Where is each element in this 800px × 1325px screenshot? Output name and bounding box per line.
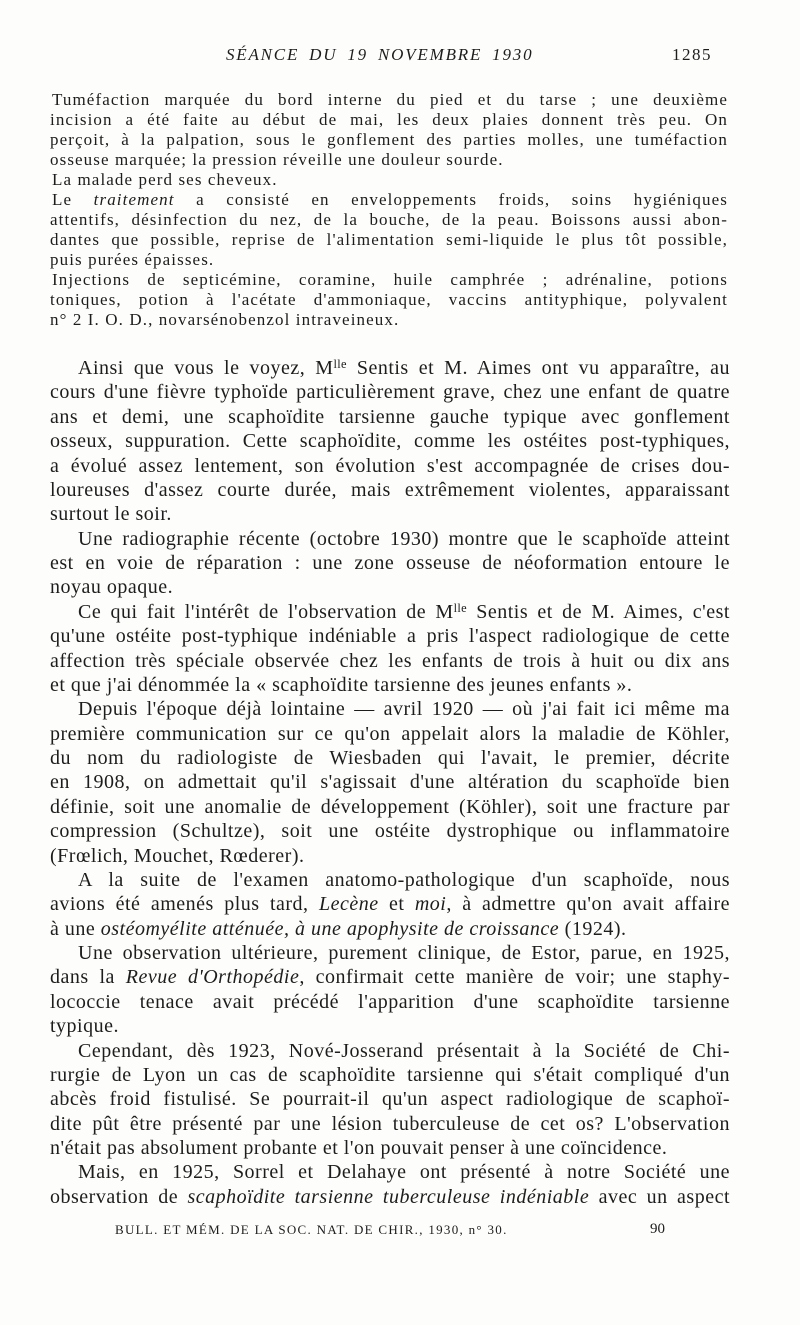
italic-text: ostéomyélite atténuée, à une apophysite de croissance <box>100 917 560 940</box>
discussion-paragraph <box>50 868 730 941</box>
case-report-paragraph <box>50 170 728 190</box>
text-line: Cependant, dès 1923, Nové-Josserand présentait à la Société de Chi- <box>78 1039 730 1062</box>
text-line: Tuméfaction marquée du bord interne du pied et du tarse ; une deuxième <box>52 90 728 109</box>
text-line: puis purées épaisses. <box>50 250 215 269</box>
text-run: Ce qui fait l'intérêt de l'observation de M <box>78 600 454 623</box>
footer-journal-reference: BULL. ET MÉM. DE LA SOC. NAT. DE CHIR., 1930, n° 30. <box>115 1222 508 1237</box>
text-line: en 1908, on admettait qu'il s'agissait d'une altération du scaphoïde bien <box>50 771 730 794</box>
text-line: ans et demi, une scaphoïdite tarsienne gauche typique avec gonflement <box>50 405 730 428</box>
text-line: dantes que possible, reprise de l'alimentation semi-liquide le plus tôt possible, <box>50 230 728 249</box>
text-line: affection très spéciale observée chez les enfants de trois à huit ou dix ans <box>50 649 730 672</box>
case-report-paragraph <box>50 270 728 330</box>
text-run: Sentis et de M. Aimes, c'est <box>466 600 730 623</box>
discussion-paragraph <box>50 600 730 698</box>
text-line: première communication sur ce qu'on appelait alors la maladie de Köhler, <box>50 722 730 745</box>
text-line: et que j'ai dénommée la « scaphoïdite tarsienne des jeunes enfants ». <box>50 673 633 696</box>
text-line <box>50 600 730 624</box>
text-line: lococcie tenace avait précédé l'apparition d'une scaphoïdite tarsienne <box>50 990 730 1013</box>
text-line: loureuses d'assez courte durée, mais extrêmement violentes, apparaissant <box>50 478 730 501</box>
text-run: a consisté en enveloppements froids, soins hygiéniques <box>174 190 728 209</box>
text-line: attentifs, désinfection du nez, de la bouche, de la peau. Boissons aussi abon- <box>50 210 728 229</box>
text-line: Une radiographie récente (octobre 1930) montre que le scaphoïde atteint <box>78 527 730 550</box>
text-line: Depuis l'époque déjà lointaine — avril 1920 — où j'ai fait ici même ma <box>78 698 730 721</box>
text-line: définie, soit une anomalie de développement (Köhler), soit une fracture par <box>50 795 730 818</box>
text-run: dans la <box>50 966 126 989</box>
text-run: à une <box>50 917 101 940</box>
text-line: noyau opaque. <box>50 576 174 599</box>
case-report-notes <box>50 90 728 330</box>
text-line: a évolué assez lentement, son évolution s'est accompagnée de crises dou- <box>50 454 730 477</box>
text-run: avions été amenés plus tard, <box>50 893 319 916</box>
italic-text: traitement <box>93 190 175 209</box>
text-run: Ainsi que vous le voyez, M <box>78 357 334 379</box>
text-line: La malade perd ses cheveux. <box>52 170 278 189</box>
text-line <box>50 356 730 380</box>
page-number: 1285 <box>672 45 712 64</box>
text-line: rurgie de Lyon un cas de scaphoïdite tarsienne qui s'était compliqué d'un <box>50 1063 730 1086</box>
text-line <box>50 190 728 210</box>
text-line: A la suite de l'examen anatomo-pathologique d'un scaphoïde, nous <box>78 868 730 891</box>
text-line: toniques, potion à l'acétate d'ammoniaque, vaccins antityphique, polyvalent <box>50 290 728 309</box>
text-line: Une observation ultérieure, purement clinique, de Estor, parue, en 1925, <box>78 942 730 964</box>
text-run: Le <box>52 190 94 209</box>
text-line: osseuse marquée; la pression réveille une douleur sourde. <box>50 150 504 169</box>
discussion-paragraph <box>50 1160 730 1209</box>
text-line: Injections de septicémine, coramine, huile camphrée ; adrénaline, potions <box>52 270 728 289</box>
text-line: typique. <box>50 1015 119 1038</box>
text-line: surtout le soir. <box>50 503 172 526</box>
text-line <box>50 1185 730 1209</box>
superscript-text: lle <box>453 600 467 615</box>
text-line: (Frœlich, Mouchet, Rœderer). <box>50 844 305 867</box>
discussion-paragraph <box>50 1039 730 1161</box>
text-run: , confirmait cette manière de voir; une staphy- <box>299 966 731 989</box>
text-run: et <box>378 893 415 916</box>
running-head: SÉANCE DU 19 NOVEMBRE 1930 <box>226 45 534 64</box>
text-line: Mais, en 1925, Sorrel et Delahaye ont présenté à notre Société une <box>78 1161 730 1184</box>
case-report-paragraph <box>50 90 728 170</box>
discussion-paragraph <box>50 356 730 527</box>
text-line: perçoit, à la palpation, sous le gonflement des parties molles, une tuméfaction <box>50 130 728 149</box>
text-run: (1924). <box>559 917 627 940</box>
case-report-paragraph <box>50 190 728 270</box>
signature-number: 90 <box>650 1221 665 1237</box>
text-line: compression (Schultze), soit une ostéite dystrophique ou inflammatoire <box>50 820 730 843</box>
text-line: est en voie de réparation : une zone osseuse de néoformation entoure le <box>50 552 730 574</box>
text-line: osseux, suppuration. Cette scaphoïdite, comme les ostéites post-typhiques, <box>50 430 730 453</box>
text-line: qu'une ostéite post-typhique indéniable a pris l'aspect radiologique de cette <box>50 625 730 648</box>
discussion-paragraph <box>50 941 730 1039</box>
text-run: Sentis et M. Aimes ont vu apparaître, au <box>346 357 730 379</box>
text-run: observation de <box>50 1185 188 1208</box>
text-line: incision a été faite au début de mai, les deux plaies donnent très peu. On <box>50 110 728 129</box>
text-line <box>50 892 730 916</box>
superscript-text: lle <box>333 356 347 371</box>
text-run: , à admettre qu'on avait affaire <box>446 893 730 916</box>
text-line <box>50 965 730 989</box>
discussion-paragraph <box>50 697 730 868</box>
text-line <box>50 917 730 941</box>
text-line: dite pût être présenté par une lésion tuberculeuse de cet os? L'observation <box>50 1112 730 1135</box>
text-line: n'était pas absolument probante et l'on pouvait penser à une coïncidence. <box>50 1137 668 1159</box>
text-run: avec un aspect <box>589 1185 730 1208</box>
text-line: du nom du radiologiste de Wiesbaden qui l'avait, le premier, décrite <box>50 747 730 769</box>
italic-text: Revue d'Orthopédie <box>125 966 300 989</box>
discussion-paragraph <box>50 527 730 600</box>
italic-text: Lecène <box>318 893 379 916</box>
text-line: cours d'une fièvre typhoïde particulièrement grave, chez une enfant de quatre <box>50 381 730 404</box>
text-line: n° 2 I. O. D., novarsénobenzol intraveineux. <box>50 310 400 329</box>
discussion-text <box>50 356 730 1209</box>
italic-text: moi <box>414 893 447 916</box>
text-line: abcès froid fistulisé. Se pourrait-il qu'un aspect radiologique de scaphoï- <box>50 1088 730 1111</box>
italic-text: scaphoïdite tarsienne tuberculeuse indéniable <box>187 1185 590 1208</box>
